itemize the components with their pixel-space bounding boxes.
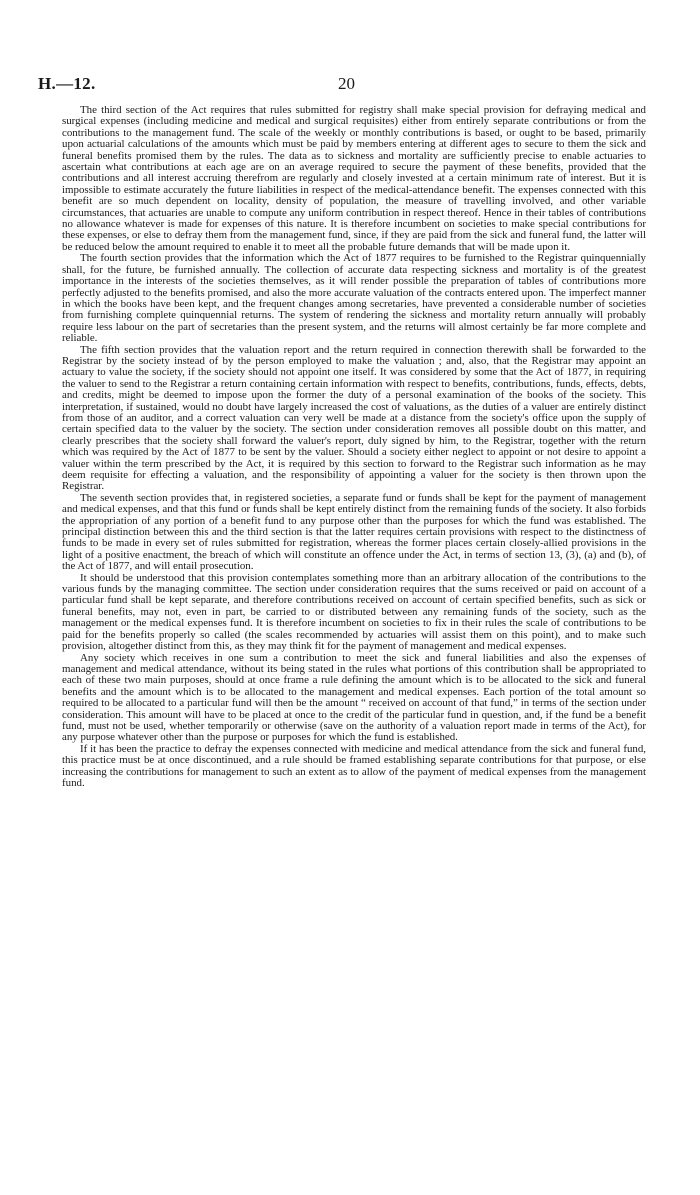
page-number: 20	[338, 74, 355, 93]
document-code: H.—12.	[38, 74, 96, 93]
body-text	[62, 105, 646, 789]
paragraph-third-section: The third section of the Act requires that rules submitted for registry shall make special provision for defraying medical and surgical expenses (including medicine and medical and surgical requisites) either from entirely separate contributions or from the contributions to the management fund. The scale of the weekly or monthly contributions is based, or ought to be based, primarily upon actuarial calculations of the amounts which must be paid by members entering at different ages to secure to them the sick and funeral benefits promised them by the rules. The data as to sickness and mortality are sufficiently precise to enable actuaries to ascertain what contributions at each age are on an average required to secure the payment of these benefits, provided that the contributions and all interest accruing therefrom are regularly and closely invested at a certain minimum rate of interest. But it is impossible to estimate accurately the future liabilities in respect of the medical-attendance benefit. The expenses connected with this benefit are so much dependent on locality, density of population, the measure of travelling involved, and other variable circumstances, that actuaries are unable to compute any uniform contribution in respect thereof. Hence in their tables of contributions no allowance whatever is made for expenses of this nature. It is therefore incumbent on societies to make special contributions for these expenses, or else to defray them from the management fund, since, if they are paid from the sick and funeral fund, the latter will be reduced below the amount required to enable it to meet all the probable future demands that will be made upon it.	[62, 104, 646, 253]
paragraph-medical-practice: If it has been the practice to defray the expenses connected with medicine and medical attendance from the sick and funeral fund, this practice must be at once discontinued, and a rule should be framed establishing separate contributions for that purpose, or else increasing the contributions for management to such an extent as to allow of the payment of medical expenses from the management fund.	[62, 742, 646, 789]
paragraph-fourth-section: The fourth section provides that the information which the Act of 1877 requires to be furnished to the Registrar quinquennially shall, for the future, be furnished annually. The collection of accurate data respecting sickness and mortality is of the greatest importance in the interests of the societies themselves, as it will render possible the preparation of tables of contributions more perfectly adjusted to the benefits promised, and also the more accurate valuation of the contracts entered upon. The imperfect manner in which the books have been kept, and the frequent changes among secretaries, have prevented a considerable number of societies from furnishing complete quinquennial returns. The system of rendering the sickness and mortality return annually will probably require less labour on the part of secretaries than the present system, and the returns will almost certainly be far more complete and reliable.	[62, 252, 646, 345]
paragraph-fifth-section: The fifth section provides that the valuation report and the return required in connection therewith shall be forwarded to the Registrar by the society instead of by the person employed to make the valuation ; and, also, that the Registrar may appoint an actuary to value the society, if the society should not appoint one itself. It was considered by some that the Act of 1877, in requiring the valuer to send to the Registrar a return containing certain information with respect to benefits, contributions, funds, effects, debts, and credits, might be deemed to impose upon the former the duty of a personal examination of the books of the society. This interpretation, if sustained, would no doubt have largely increased the cost of valuations, as the duties of a valuer are entirely distinct from those of an auditor, and a correct valuation can very well be made at a distance from the society's office upon the supply of certain specified data to the valuer by the society. The section under consideration removes all possible doubt on this matter, and clearly prescribes that the society shall forward the valuer's report, duly signed by him, to the Registrar, together with the return which was required by the Act of 1877 to be sent by the valuer. Should a society either neglect to appoint or not desire to appoint a valuer within the term prescribed by the Act, it is required by this section to forward to the Registrar such information as he may deem requisite for effecting a valuation, and the responsibility of appointing a valuer for the society is then thrown upon the Registrar.	[62, 343, 646, 493]
paragraph-seventh-section: The seventh section provides that, in registered societies, a separate fund or funds shall be kept for the payment of management and medical expenses, and that this fund or funds shall be kept entirely distinct from the remaining funds of the society. It also forbids the appropriation of any portion of a benefit fund to any purpose other than the purposes for which the fund was established. The principal distinction between this and the third section is that the latter requires certain provisions with respect to the distinctness of funds to be made in every set of rules submitted for registration, whereas the former places certain closely-allied provisions in the light of a positive enactment, the breach of which will constitute an offence under the Act, in terms of section 13, (3), (a) and (b), of the Act of 1877, and will entail prosecution.	[62, 491, 646, 573]
paragraph-combined-contribution: Any society which receives in one sum a contribution to meet the sick and funeral liabilities and also the expenses of management and medical attendance, without its being stated in the rules what portions of this contribution shall be appropriated to each of these two main purposes, should at once frame a rule defining the amount which is to be allocated to the sick and funeral benefits and the amount which is to be allocated to the management and medical expenses. Each portion of the total amount so required to be allocated to a particular fund will then be the amount “ received on account of that fund,” in terms of the section under consideration. This amount will have to be placed at once to the credit of the particular fund in question, and, if the fund be a benefit fund, must not be used, whether temporarily or otherwise (save on the authority of a valuation report made in terms of the Act), for any purpose whatever other than the purpose or purposes for which the fund is established.	[62, 651, 646, 744]
page-header	[38, 74, 662, 94]
paragraph-allocation: It should be understood that this provision contemplates something more than an arbitrary allocation of the contributions to the various funds by the managing committee. The section under consideration requires that the sums received or paid on account of a particular fund shall be kept separate, and therefore contributions received on account of certain specified benefits, such as sick or funeral benefits, may not, even in part, be carried to or distributed between any remaining funds of the society, such as the management or the medical expenses fund. It is therefore incumbent on societies to fix in their rules the scale of contributions to be paid for the benefits properly so called (the scales recommended by actuaries will assist them on this point), and to make such provision, altogether distinct from this, as they may think fit for the payment of management and medical expenses.	[62, 571, 646, 653]
